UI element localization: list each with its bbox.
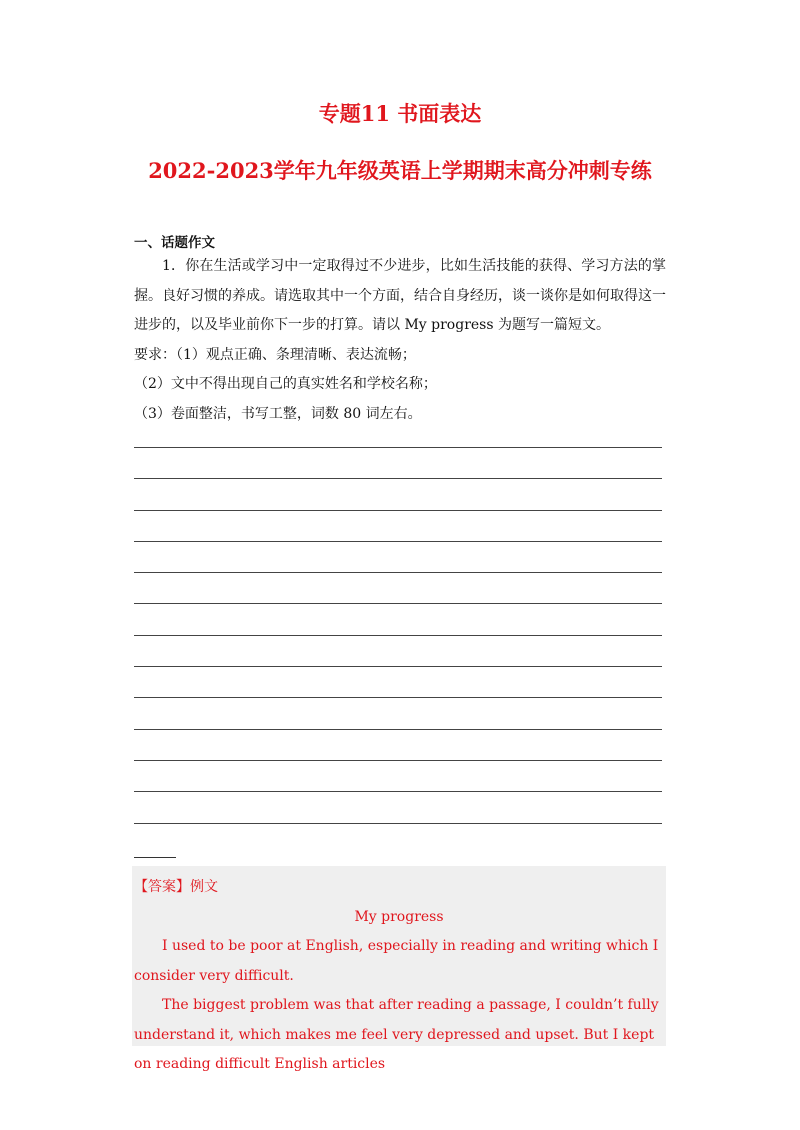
writing-line — [134, 635, 662, 636]
essay-paragraph-2: The biggest problem was that after reading a passage, I couldn’t fully understand it, which makes me feel very depressed and upset. But I kept on reading difficult English articles — [134, 997, 659, 1072]
essay-title: My progress — [354, 908, 444, 925]
writing-line — [134, 447, 662, 448]
requirement-2: （2）文中不得出现自己的真实姓名和学校名称； — [134, 376, 437, 392]
essay-paragraph-1: I used to be poor at English, especially in reading and writing which I consider very difficult. — [134, 938, 659, 984]
writing-line — [134, 510, 662, 511]
requirement-1: 要求：（1）观点正确、条理清晰、表达流畅； — [134, 346, 416, 363]
writing-line — [134, 603, 662, 604]
page-title: 专题11 书面表达 — [318, 101, 482, 126]
separator-rule — [134, 857, 176, 858]
writing-line — [134, 791, 662, 792]
question-block — [134, 252, 666, 429]
writing-line — [134, 729, 662, 730]
answer-label: 【答案】例文 — [134, 879, 218, 895]
writing-line — [134, 697, 662, 698]
answer-box — [132, 866, 666, 1072]
writing-line — [134, 760, 662, 761]
writing-line — [134, 572, 662, 573]
page-subtitle: 2022-2023学年九年级英语上学期期末高分冲刺专练 — [148, 158, 652, 183]
writing-line — [134, 541, 662, 542]
question-text: 1．你在生活或学习中一定取得过不少进步，比如生活技能的获得、学习方法的掌握。良好习惯的养成。请选取其中一个方面，结合自身经历，谈一谈你是如何取得这一进步的，以及毕业前你下一步的打算。请以 My progress 为题写一篇短文。 — [134, 258, 666, 333]
requirement-3: （3）卷面整洁，书写工整，词数 80 词左右。 — [134, 405, 422, 422]
writing-lines — [134, 447, 662, 854]
writing-line — [134, 823, 662, 824]
section-heading: 一、话题作文 — [134, 235, 215, 251]
writing-line — [134, 478, 662, 479]
writing-line — [134, 666, 662, 667]
